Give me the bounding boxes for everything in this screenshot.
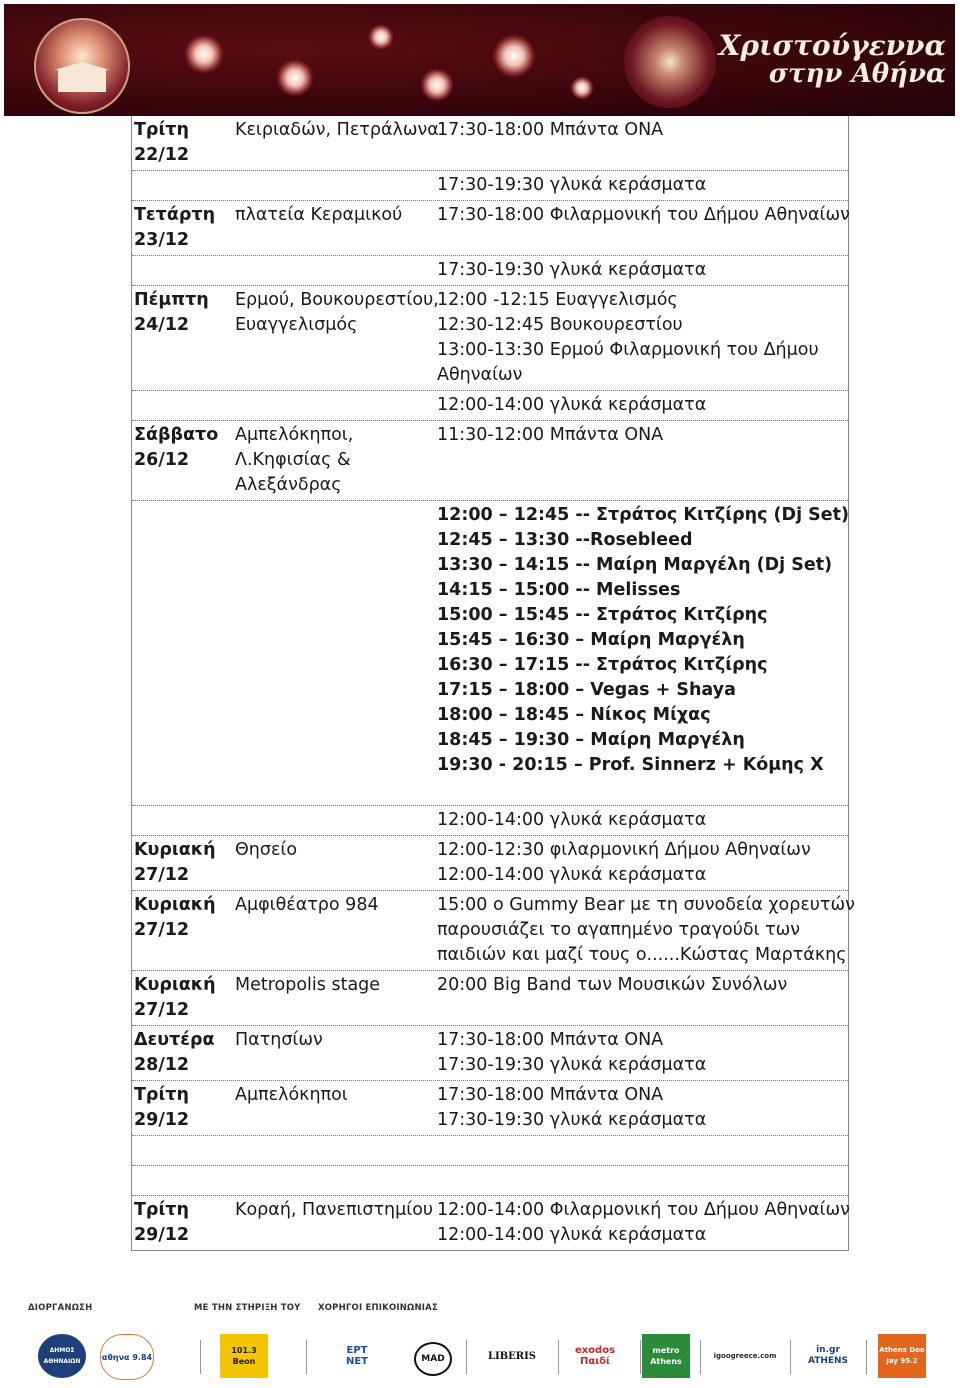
- athens984-logo: αθηνα 9.84: [100, 1334, 154, 1380]
- day-date: 27/12: [134, 1000, 190, 1020]
- events-cell: [437, 173, 847, 198]
- event-line: 16:30 – 17:15 -- Στράτος Κιτζίρης: [437, 655, 768, 675]
- day-name: Τρίτη: [134, 120, 189, 140]
- event-line: [437, 778, 847, 803]
- location-cell: [235, 288, 439, 338]
- event-line: 12:00-14:00 γλυκά κεράσματα: [437, 1225, 707, 1245]
- day-date: 23/12: [134, 230, 190, 250]
- location-line: Αλεξάνδρας: [235, 475, 342, 495]
- event-line: 12:00-12:30 φιλαρμονική Δήμου Αθηναίων: [437, 840, 811, 860]
- event-line: 17:30-19:30 γλυκά κεράσματα: [437, 260, 707, 280]
- event-line: 17:30-19:30 γλυκά κεράσματα: [437, 175, 707, 195]
- location-line: Ευαγγελισμός: [235, 315, 358, 335]
- banner-title-line1: Χριστούγεννα: [718, 29, 946, 62]
- day-cell: [134, 838, 234, 888]
- event-line: 20:00 Big Band των Μουσικών Συνόλων: [437, 975, 788, 995]
- location-cell: [235, 423, 435, 498]
- event-line: 17:15 – 18:00 – Vegas + Shaya: [437, 680, 736, 700]
- event-line: 12:30-12:45 Βουκουρεστίου: [437, 315, 683, 335]
- metro-logo: metro Athens: [642, 1334, 690, 1378]
- location-line: Θησείο: [235, 840, 298, 860]
- schedule-row: [132, 201, 848, 256]
- schedule-row: [132, 1166, 848, 1196]
- day-name: Τρίτη: [134, 1200, 189, 1220]
- events-cell: [437, 893, 855, 968]
- location-cell: [235, 973, 435, 998]
- location-cell: [235, 1083, 435, 1108]
- location-line: πλατεία Κεραμικού: [235, 205, 403, 225]
- event-line: 18:45 – 19:30 – Μαίρη Μαργέλη: [437, 730, 745, 750]
- day-date: 29/12: [134, 1110, 190, 1130]
- mad-logo: MAD: [414, 1342, 452, 1376]
- day-cell: [134, 1083, 234, 1133]
- event-line: 14:15 – 15:00 -- Melisses: [437, 580, 681, 600]
- location-cell: [235, 838, 435, 863]
- location-line: Αμπελόκηποι: [235, 1085, 348, 1105]
- events-cell: [437, 288, 847, 388]
- day-date: 27/12: [134, 865, 190, 885]
- firework-ornament: [184, 34, 224, 74]
- schedule-row: [132, 256, 848, 286]
- firework-ornament: [368, 24, 394, 50]
- schedule-row: [132, 1136, 848, 1166]
- location-line: Κοραή, Πανεπιστημίου: [235, 1200, 434, 1220]
- event-line: 13:00-13:30 Ερμού Φιλαρμονική του Δήμου: [437, 340, 819, 360]
- events-cell: [437, 503, 847, 803]
- location-line: Κειριαδών, Πετράλωνα: [235, 120, 439, 140]
- sponsor-divider: [306, 1340, 307, 1374]
- header-banner: [4, 4, 955, 116]
- day-name: Τετάρτη: [134, 205, 216, 225]
- day-name: Κυριακή: [134, 895, 216, 915]
- event-line: 12:00-14:00 γλυκά κεράσματα: [437, 865, 707, 885]
- location-line: Αμπελόκηποι,: [235, 425, 354, 445]
- event-line: παιδιών και μαζί τους ο......Κώστας Μαρτάκης: [437, 945, 847, 965]
- event-line: 18:00 – 18:45 – Νίκος Μίχας: [437, 705, 711, 725]
- event-line: 17:30-18:00 Μπάντα ΟΝΑ: [437, 1030, 664, 1050]
- day-date: 26/12: [134, 450, 190, 470]
- event-line: παρουσιάζει το αγαπημένο τραγούδι των: [437, 920, 801, 940]
- igoogreece-logo: igoogreece.com: [706, 1334, 784, 1378]
- events-cell: [437, 973, 847, 998]
- star-ornament-icon: [624, 16, 716, 108]
- sponsor-divider: [640, 1340, 641, 1374]
- events-cell: [437, 1083, 847, 1133]
- day-date: 28/12: [134, 1055, 190, 1075]
- event-line: 17:30-18:00 Φιλαρμονική του Δήμου Αθηναίων: [437, 205, 850, 225]
- event-line: 15:00 ο Gummy Bear με τη συνοδεία χορευτών: [437, 895, 855, 915]
- schedule-row: [132, 116, 848, 171]
- day-name: Πέμπτη: [134, 290, 209, 310]
- location-line: Πατησίων: [235, 1030, 323, 1050]
- events-cell: [437, 203, 850, 228]
- athens-deejay-logo: Athens Dee Jay 95.2: [878, 1334, 926, 1378]
- day-date: 29/12: [134, 1225, 190, 1245]
- schedule-row: [132, 391, 848, 421]
- sponsor-divider: [866, 1340, 867, 1374]
- events-cell: [437, 838, 847, 888]
- location-cell: [235, 118, 439, 143]
- sponsor-divider: [700, 1340, 701, 1374]
- in-gr-athens-logo: in.gr ATHENS: [796, 1334, 860, 1378]
- events-cell: [437, 118, 847, 143]
- location-cell: [235, 1028, 435, 1053]
- location-line: Αμφιθέατρο 984: [235, 895, 379, 915]
- location-cell: [235, 203, 435, 228]
- day-cell: [134, 423, 234, 473]
- media-label: ΧΟΡΗΓΟΙ ΕΠΙΚΟΙΝΩΝΙΑΣ: [318, 1303, 438, 1313]
- event-line: 17:30-19:30 γλυκά κεράσματα: [437, 1110, 707, 1130]
- day-cell: [134, 203, 234, 253]
- schedule-row: [132, 286, 848, 391]
- day-cell: [134, 288, 234, 338]
- day-date: 24/12: [134, 315, 190, 335]
- day-name: Τρίτη: [134, 1085, 189, 1105]
- schedule-row: [132, 421, 848, 501]
- schedule-row: [132, 171, 848, 201]
- schedule-row: [132, 1026, 848, 1081]
- support-label: ΜΕ ΤΗΝ ΣΤΗΡΙΞΗ ΤΟΥ: [194, 1303, 301, 1313]
- firework-ornament: [276, 59, 314, 97]
- event-line: 12:00 -12:15 Ευαγγελισμός: [437, 290, 678, 310]
- event-line: 12:00-14:00 γλυκά κεράσματα: [437, 810, 707, 830]
- day-name: Κυριακή: [134, 840, 216, 860]
- location-cell: [235, 1198, 435, 1223]
- sponsor-divider: [790, 1340, 791, 1374]
- event-line: 12:45 – 13:30 --Rosebleed: [437, 530, 693, 550]
- day-cell: [134, 1028, 234, 1078]
- day-name: Δευτέρα: [134, 1030, 215, 1050]
- schedule-row: [132, 891, 855, 971]
- event-line: 12:00-14:00 Φιλαρμονική του Δήμου Αθηναίων: [437, 1200, 850, 1220]
- firework-ornament: [492, 34, 536, 78]
- event-line: 17:30-18:00 Μπάντα ΟΝΑ: [437, 120, 664, 140]
- location-line: Ερμού, Βουκουρεστίου,: [235, 290, 439, 310]
- schedule-row: [132, 1081, 848, 1136]
- events-cell: [437, 808, 847, 833]
- events-cell: [437, 423, 847, 448]
- event-line: 13:30 – 14:15 -- Μαίρη Μαργέλη (Dj Set): [437, 555, 833, 575]
- organizer-label: ΔΙΟΡΓΑΝΩΣΗ: [28, 1303, 93, 1313]
- location-line: Metropolis stage: [235, 975, 381, 995]
- beon-radio-logo: 101.3 Beon: [220, 1334, 268, 1378]
- event-line: 17:30-18:00 Μπάντα ΟΝΑ: [437, 1085, 664, 1105]
- schedule-row: [132, 501, 848, 806]
- sponsor-divider: [558, 1340, 559, 1374]
- events-cell: [437, 258, 847, 283]
- events-cell: [437, 1198, 850, 1248]
- location-cell: [235, 893, 435, 918]
- event-line: 15:00 – 15:45 -- Στράτος Κιτζίρης: [437, 605, 768, 625]
- day-cell: [134, 893, 234, 943]
- day-cell: [134, 1198, 234, 1248]
- firework-ornament: [570, 76, 594, 100]
- acropolis-snowglobe-logo: [34, 18, 130, 114]
- ert-logo: ΕΡΤ ΝΕΤ: [336, 1334, 378, 1378]
- schedule-row: [132, 836, 848, 891]
- day-cell: [134, 973, 234, 1023]
- event-line: 15:45 – 16:30 – Μαίρη Μαργέλη: [437, 630, 745, 650]
- sponsor-divider: [466, 1340, 467, 1374]
- day-date: 27/12: [134, 920, 190, 940]
- schedule-row: [132, 1196, 848, 1251]
- day-name: Σάββατο: [134, 425, 219, 445]
- events-cell: [437, 393, 847, 418]
- day-cell: [134, 118, 234, 168]
- day-name: Κυριακή: [134, 975, 216, 995]
- event-line: 12:00-14:00 γλυκά κεράσματα: [437, 395, 707, 415]
- schedule-row: [132, 971, 848, 1026]
- sponsors-footer: [0, 1290, 960, 1388]
- event-line: 17:30-19:30 γλυκά κεράσματα: [437, 1055, 707, 1075]
- banner-title: [716, 29, 946, 89]
- events-cell: [437, 1028, 847, 1078]
- day-date: 22/12: [134, 145, 190, 165]
- location-line: Λ.Κηφισίας &: [235, 450, 351, 470]
- sponsor-divider: [200, 1340, 201, 1374]
- schedule-table: [131, 116, 855, 1251]
- event-line: Αθηναίων: [437, 365, 523, 385]
- event-line: 19:30 - 20:15 – Prof. Sinnerz + Κόμης Χ: [437, 755, 824, 775]
- firework-ornament: [420, 68, 454, 102]
- event-line: 11:30-12:00 Μπάντα ΟΝΑ: [437, 425, 664, 445]
- municipality-seal-logo: ΔΗΜΟΣ ΑΘΗΝΑΙΩΝ: [38, 1334, 86, 1378]
- event-line: 12:00 – 12:45 -- Στράτος Κιτζίρης (Dj Set): [437, 505, 849, 525]
- liberis-logo: LIBERIS: [482, 1334, 542, 1378]
- schedule-row: [132, 806, 848, 836]
- banner-title-line2: στην Αθήνα: [768, 59, 946, 89]
- exodos-logo: exodos Παιδί: [566, 1334, 624, 1378]
